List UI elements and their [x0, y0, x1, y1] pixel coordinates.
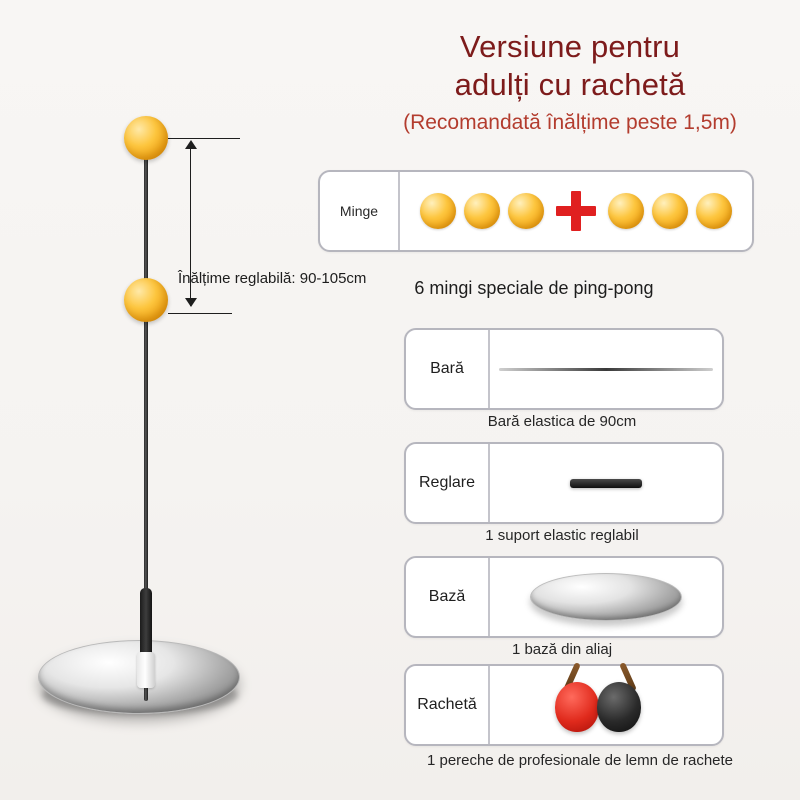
ball-item: [464, 193, 500, 229]
panel-adjuster: [404, 442, 724, 524]
ball-set-panel: [318, 170, 754, 252]
panel-adjuster-label: Reglare: [406, 444, 490, 522]
pole-collar: [137, 652, 155, 688]
ball-panel-content: [400, 172, 752, 250]
panel-paddles-label: Rachetă: [406, 666, 490, 744]
ball-item: [420, 193, 456, 229]
headline-line-1: Versiune pentru: [459, 29, 681, 64]
panel-rod-art: [490, 330, 722, 408]
headline-subtitle: (Recomandată înălțime peste 1,5m): [403, 111, 737, 134]
panel-rod-caption: Bară elastica de 90cm: [487, 413, 637, 430]
alloy-base-icon: [530, 573, 682, 621]
training-ball-middle: [124, 278, 168, 322]
elastic-rod-icon: [499, 368, 713, 371]
arrow-up-icon: [185, 140, 197, 149]
arrow-down-icon: [185, 298, 197, 307]
panel-adjuster-art: [490, 444, 722, 522]
panel-base-label: Bază: [406, 558, 490, 636]
panel-paddles-caption: 1 pereche de profesionale de lemn de rachete: [426, 752, 734, 769]
paddle-pair-icon: [531, 674, 681, 736]
panel-base-caption: 1 bază din aliaj: [511, 641, 613, 658]
ball-set-caption: 6 mingi speciale de ping-pong: [414, 278, 654, 298]
panel-base: [404, 556, 724, 638]
ball-item: [696, 193, 732, 229]
product-illustration: [20, 100, 320, 750]
panel-base-art: [490, 558, 722, 636]
training-ball-top: [124, 116, 168, 160]
panel-paddles: [404, 664, 724, 746]
page-title: [355, 28, 785, 136]
ball-item: [608, 193, 644, 229]
panel-rod: [404, 328, 724, 410]
measure-tick-bottom: [168, 313, 232, 314]
panel-adjuster-caption: 1 suport elastic reglabil: [485, 527, 639, 544]
paddle-black: [597, 682, 641, 732]
pole-grip: [140, 588, 152, 658]
adjustable-clamp-icon: [570, 479, 642, 488]
measure-tick-top: [168, 138, 240, 139]
headline-line-2: adulți cu rachetă: [454, 67, 686, 102]
height-range-label: Înălțime reglabilă: 90-105cm: [178, 270, 367, 287]
ball-panel-label: Minge: [320, 172, 400, 250]
panel-paddles-art: [490, 666, 722, 744]
plus-icon: [556, 191, 596, 231]
ball-item: [508, 193, 544, 229]
panel-rod-label: Bară: [406, 330, 490, 408]
ball-item: [652, 193, 688, 229]
paddle-red: [555, 682, 599, 732]
